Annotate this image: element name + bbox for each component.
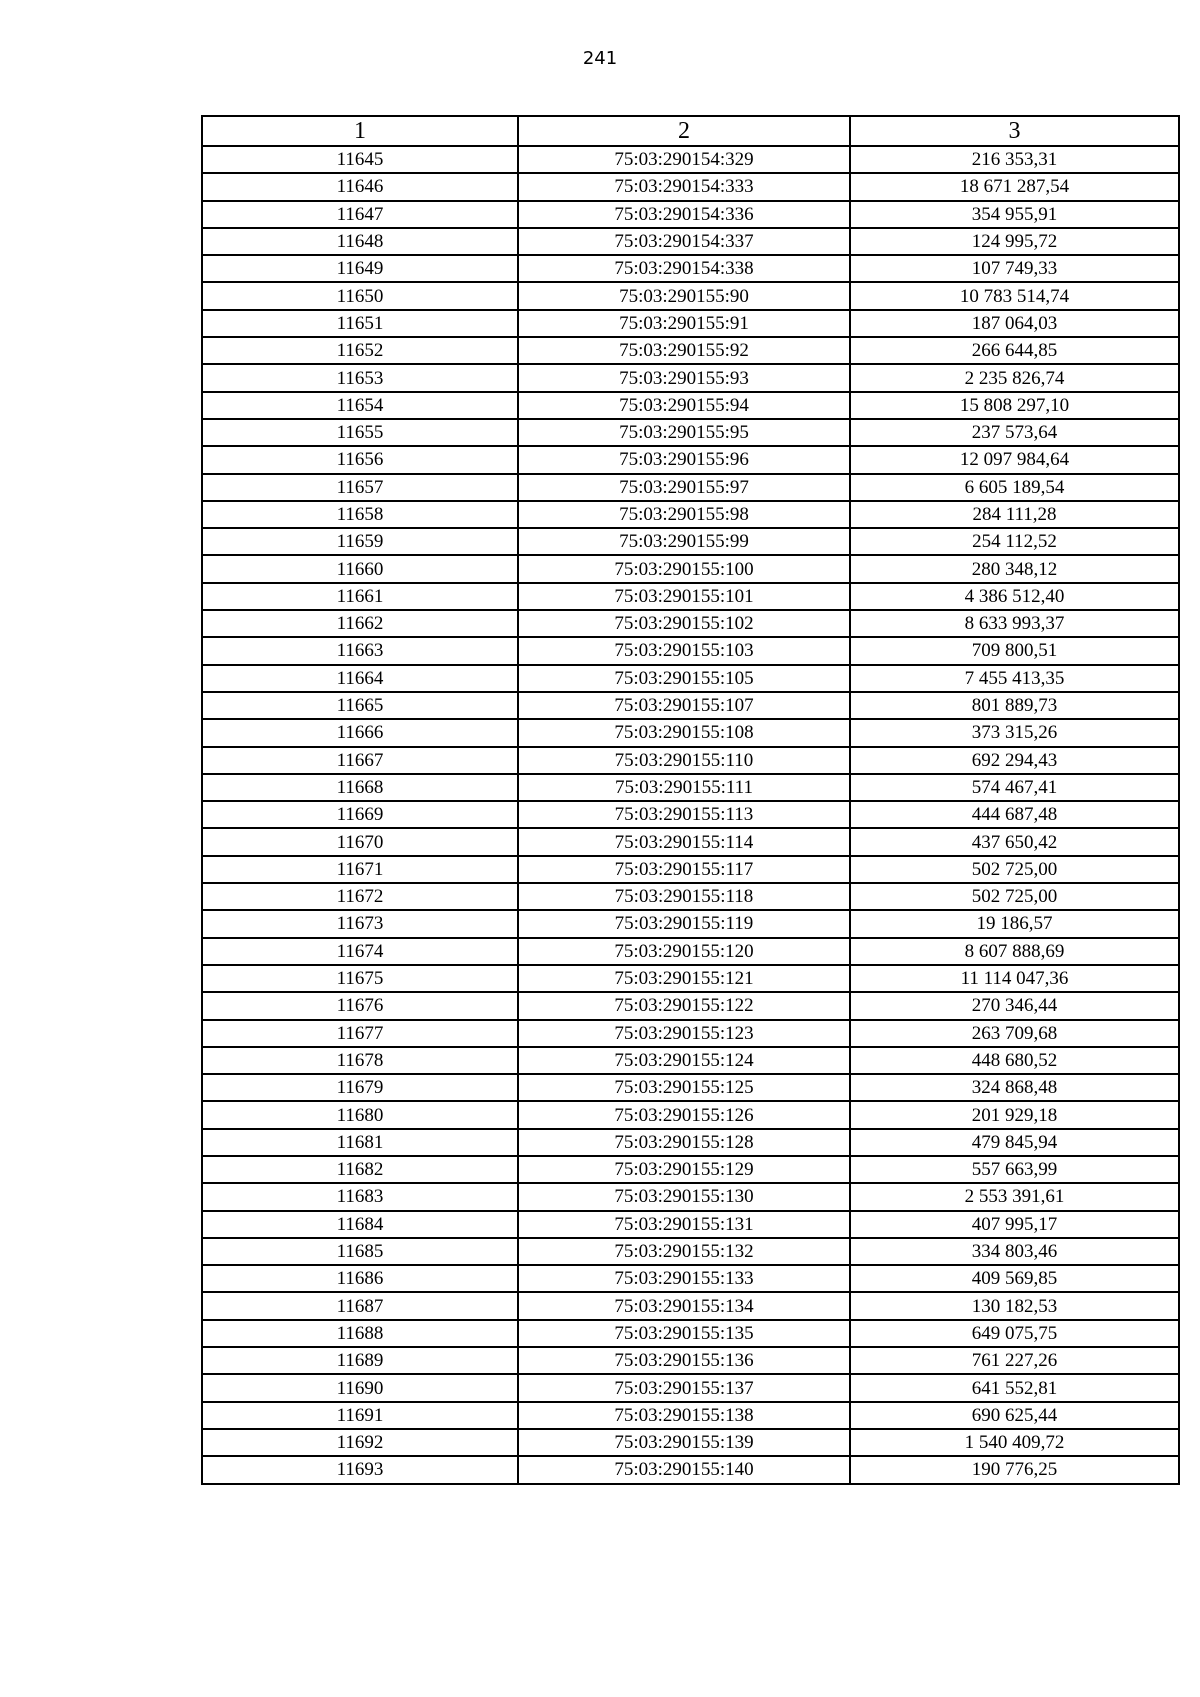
row-number-cell: 11690 bbox=[202, 1374, 518, 1401]
row-number-cell: 11652 bbox=[202, 337, 518, 364]
table-row bbox=[202, 1347, 1179, 1374]
table-row bbox=[202, 992, 1179, 1019]
cadastral-number-cell: 75:03:290155:122 bbox=[518, 992, 850, 1019]
value-cell: 19 186,57 bbox=[850, 910, 1179, 937]
cadastral-number-cell: 75:03:290155:118 bbox=[518, 883, 850, 910]
table-row bbox=[202, 938, 1179, 965]
value-cell: 761 227,26 bbox=[850, 1347, 1179, 1374]
cadastral-number-cell: 75:03:290155:139 bbox=[518, 1429, 850, 1456]
table-row bbox=[202, 1374, 1179, 1401]
value-cell: 324 868,48 bbox=[850, 1074, 1179, 1101]
row-number-cell: 11680 bbox=[202, 1101, 518, 1128]
value-cell: 124 995,72 bbox=[850, 228, 1179, 255]
cadastral-number-cell: 75:03:290155:90 bbox=[518, 282, 850, 309]
cadastral-number-cell: 75:03:290155:99 bbox=[518, 528, 850, 555]
cadastral-number-cell: 75:03:290155:130 bbox=[518, 1183, 850, 1210]
table-row bbox=[202, 1429, 1179, 1456]
cadastral-number-cell: 75:03:290154:337 bbox=[518, 228, 850, 255]
value-cell: 2 235 826,74 bbox=[850, 364, 1179, 391]
cadastral-number-cell: 75:03:290155:129 bbox=[518, 1156, 850, 1183]
cadastral-number-cell: 75:03:290155:105 bbox=[518, 665, 850, 692]
row-number-cell: 11683 bbox=[202, 1183, 518, 1210]
table-row bbox=[202, 801, 1179, 828]
column-header-3: 3 bbox=[850, 116, 1179, 146]
cadastral-number-cell: 75:03:290154:329 bbox=[518, 146, 850, 173]
row-number-cell: 11677 bbox=[202, 1020, 518, 1047]
value-cell: 407 995,17 bbox=[850, 1211, 1179, 1238]
table-row bbox=[202, 692, 1179, 719]
row-number-cell: 11646 bbox=[202, 173, 518, 200]
cadastral-number-cell: 75:03:290155:95 bbox=[518, 419, 850, 446]
value-cell: 6 605 189,54 bbox=[850, 474, 1179, 501]
row-number-cell: 11658 bbox=[202, 501, 518, 528]
table-row bbox=[202, 337, 1179, 364]
value-cell: 11 114 047,36 bbox=[850, 965, 1179, 992]
cadastral-number-cell: 75:03:290155:120 bbox=[518, 938, 850, 965]
value-cell: 280 348,12 bbox=[850, 555, 1179, 582]
value-cell: 641 552,81 bbox=[850, 1374, 1179, 1401]
row-number-cell: 11689 bbox=[202, 1347, 518, 1374]
cadastral-number-cell: 75:03:290155:133 bbox=[518, 1265, 850, 1292]
row-number-cell: 11650 bbox=[202, 282, 518, 309]
value-cell: 574 467,41 bbox=[850, 774, 1179, 801]
row-number-cell: 11688 bbox=[202, 1320, 518, 1347]
row-number-cell: 11656 bbox=[202, 446, 518, 473]
row-number-cell: 11659 bbox=[202, 528, 518, 555]
cadastral-number-cell: 75:03:290155:101 bbox=[518, 583, 850, 610]
cadastral-number-cell: 75:03:290155:111 bbox=[518, 774, 850, 801]
value-cell: 254 112,52 bbox=[850, 528, 1179, 555]
value-cell: 801 889,73 bbox=[850, 692, 1179, 719]
row-number-cell: 11666 bbox=[202, 719, 518, 746]
table-body bbox=[202, 146, 1179, 1484]
table-row bbox=[202, 474, 1179, 501]
cadastral-number-cell: 75:03:290154:338 bbox=[518, 255, 850, 282]
table-row bbox=[202, 255, 1179, 282]
column-header-2: 2 bbox=[518, 116, 850, 146]
header-row bbox=[202, 116, 1179, 146]
cadastral-number-cell: 75:03:290155:100 bbox=[518, 555, 850, 582]
cadastral-number-cell: 75:03:290155:132 bbox=[518, 1238, 850, 1265]
column-header-1: 1 bbox=[202, 116, 518, 146]
table-row bbox=[202, 883, 1179, 910]
cadastral-number-cell: 75:03:290155:131 bbox=[518, 1211, 850, 1238]
value-cell: 15 808 297,10 bbox=[850, 392, 1179, 419]
value-cell: 130 182,53 bbox=[850, 1292, 1179, 1319]
cadastral-number-cell: 75:03:290155:134 bbox=[518, 1292, 850, 1319]
cadastral-number-cell: 75:03:290155:102 bbox=[518, 610, 850, 637]
cadastral-number-cell: 75:03:290155:128 bbox=[518, 1129, 850, 1156]
value-cell: 437 650,42 bbox=[850, 828, 1179, 855]
row-number-cell: 11681 bbox=[202, 1129, 518, 1156]
cadastral-number-cell: 75:03:290155:91 bbox=[518, 310, 850, 337]
table-row bbox=[202, 555, 1179, 582]
cadastral-number-cell: 75:03:290154:333 bbox=[518, 173, 850, 200]
cadastral-number-cell: 75:03:290155:114 bbox=[518, 828, 850, 855]
table-row bbox=[202, 610, 1179, 637]
value-cell: 502 725,00 bbox=[850, 883, 1179, 910]
cadastral-number-cell: 75:03:290155:108 bbox=[518, 719, 850, 746]
cadastral-number-cell: 75:03:290155:138 bbox=[518, 1402, 850, 1429]
table-row bbox=[202, 1211, 1179, 1238]
table-row bbox=[202, 965, 1179, 992]
row-number-cell: 11682 bbox=[202, 1156, 518, 1183]
value-cell: 107 749,33 bbox=[850, 255, 1179, 282]
row-number-cell: 11693 bbox=[202, 1456, 518, 1483]
value-cell: 373 315,26 bbox=[850, 719, 1179, 746]
row-number-cell: 11686 bbox=[202, 1265, 518, 1292]
row-number-cell: 11671 bbox=[202, 856, 518, 883]
table-row bbox=[202, 583, 1179, 610]
row-number-cell: 11670 bbox=[202, 828, 518, 855]
table-header bbox=[202, 116, 1179, 146]
table-row bbox=[202, 1156, 1179, 1183]
table-row bbox=[202, 392, 1179, 419]
value-cell: 709 800,51 bbox=[850, 637, 1179, 664]
table-row bbox=[202, 637, 1179, 664]
table-row bbox=[202, 856, 1179, 883]
value-cell: 237 573,64 bbox=[850, 419, 1179, 446]
table-row bbox=[202, 1183, 1179, 1210]
row-number-cell: 11657 bbox=[202, 474, 518, 501]
cadastral-number-cell: 75:03:290155:96 bbox=[518, 446, 850, 473]
row-number-cell: 11663 bbox=[202, 637, 518, 664]
row-number-cell: 11673 bbox=[202, 910, 518, 937]
cadastral-number-cell: 75:03:290155:124 bbox=[518, 1047, 850, 1074]
table-row bbox=[202, 910, 1179, 937]
row-number-cell: 11665 bbox=[202, 692, 518, 719]
row-number-cell: 11672 bbox=[202, 883, 518, 910]
value-cell: 1 540 409,72 bbox=[850, 1429, 1179, 1456]
row-number-cell: 11675 bbox=[202, 965, 518, 992]
row-number-cell: 11669 bbox=[202, 801, 518, 828]
value-cell: 444 687,48 bbox=[850, 801, 1179, 828]
row-number-cell: 11654 bbox=[202, 392, 518, 419]
table-row bbox=[202, 828, 1179, 855]
page-number: 241 bbox=[582, 48, 618, 69]
table-row bbox=[202, 146, 1179, 173]
cadastral-number-cell: 75:03:290155:97 bbox=[518, 474, 850, 501]
table-row bbox=[202, 1238, 1179, 1265]
cadastral-number-cell: 75:03:290155:113 bbox=[518, 801, 850, 828]
value-cell: 190 776,25 bbox=[850, 1456, 1179, 1483]
value-cell: 354 955,91 bbox=[850, 201, 1179, 228]
value-cell: 409 569,85 bbox=[850, 1265, 1179, 1292]
value-cell: 692 294,43 bbox=[850, 747, 1179, 774]
table-row bbox=[202, 310, 1179, 337]
table-row bbox=[202, 747, 1179, 774]
row-number-cell: 11676 bbox=[202, 992, 518, 1019]
row-number-cell: 11664 bbox=[202, 665, 518, 692]
table-row bbox=[202, 228, 1179, 255]
cadastral-number-cell: 75:03:290155:117 bbox=[518, 856, 850, 883]
row-number-cell: 11660 bbox=[202, 555, 518, 582]
value-cell: 2 553 391,61 bbox=[850, 1183, 1179, 1210]
table-row bbox=[202, 173, 1179, 200]
table-row bbox=[202, 1402, 1179, 1429]
cadastral-number-cell: 75:03:290155:107 bbox=[518, 692, 850, 719]
cadastral-number-cell: 75:03:290155:126 bbox=[518, 1101, 850, 1128]
value-cell: 8 633 993,37 bbox=[850, 610, 1179, 637]
cadastral-number-cell: 75:03:290155:98 bbox=[518, 501, 850, 528]
cadastral-number-cell: 75:03:290155:121 bbox=[518, 965, 850, 992]
table-row bbox=[202, 774, 1179, 801]
table-row bbox=[202, 501, 1179, 528]
row-number-cell: 11684 bbox=[202, 1211, 518, 1238]
cadastral-number-cell: 75:03:290154:336 bbox=[518, 201, 850, 228]
value-cell: 216 353,31 bbox=[850, 146, 1179, 173]
cadastral-number-cell: 75:03:290155:110 bbox=[518, 747, 850, 774]
row-number-cell: 11651 bbox=[202, 310, 518, 337]
cadastral-number-cell: 75:03:290155:93 bbox=[518, 364, 850, 391]
value-cell: 8 607 888,69 bbox=[850, 938, 1179, 965]
cadastral-number-cell: 75:03:290155:119 bbox=[518, 910, 850, 937]
value-cell: 12 097 984,64 bbox=[850, 446, 1179, 473]
table-row bbox=[202, 364, 1179, 391]
row-number-cell: 11674 bbox=[202, 938, 518, 965]
value-cell: 690 625,44 bbox=[850, 1402, 1179, 1429]
row-number-cell: 11649 bbox=[202, 255, 518, 282]
row-number-cell: 11653 bbox=[202, 364, 518, 391]
value-cell: 7 455 413,35 bbox=[850, 665, 1179, 692]
row-number-cell: 11655 bbox=[202, 419, 518, 446]
value-cell: 649 075,75 bbox=[850, 1320, 1179, 1347]
row-number-cell: 11678 bbox=[202, 1047, 518, 1074]
value-cell: 557 663,99 bbox=[850, 1156, 1179, 1183]
table-row bbox=[202, 419, 1179, 446]
value-cell: 266 644,85 bbox=[850, 337, 1179, 364]
row-number-cell: 11685 bbox=[202, 1238, 518, 1265]
value-cell: 270 346,44 bbox=[850, 992, 1179, 1019]
cadastral-number-cell: 75:03:290155:135 bbox=[518, 1320, 850, 1347]
value-cell: 10 783 514,74 bbox=[850, 282, 1179, 309]
row-number-cell: 11692 bbox=[202, 1429, 518, 1456]
value-cell: 284 111,28 bbox=[850, 501, 1179, 528]
table-row bbox=[202, 1265, 1179, 1292]
row-number-cell: 11691 bbox=[202, 1402, 518, 1429]
row-number-cell: 11648 bbox=[202, 228, 518, 255]
value-cell: 18 671 287,54 bbox=[850, 173, 1179, 200]
value-cell: 4 386 512,40 bbox=[850, 583, 1179, 610]
table-row bbox=[202, 282, 1179, 309]
value-cell: 479 845,94 bbox=[850, 1129, 1179, 1156]
value-cell: 187 064,03 bbox=[850, 310, 1179, 337]
table-row bbox=[202, 665, 1179, 692]
table-row bbox=[202, 528, 1179, 555]
value-cell: 201 929,18 bbox=[850, 1101, 1179, 1128]
cadastral-number-cell: 75:03:290155:123 bbox=[518, 1020, 850, 1047]
table-row bbox=[202, 1047, 1179, 1074]
value-cell: 334 803,46 bbox=[850, 1238, 1179, 1265]
table-row bbox=[202, 1074, 1179, 1101]
row-number-cell: 11667 bbox=[202, 747, 518, 774]
table-row bbox=[202, 1320, 1179, 1347]
cadastral-number-cell: 75:03:290155:125 bbox=[518, 1074, 850, 1101]
table-row bbox=[202, 201, 1179, 228]
table-row bbox=[202, 1456, 1179, 1483]
row-number-cell: 11687 bbox=[202, 1292, 518, 1319]
cadastral-number-cell: 75:03:290155:92 bbox=[518, 337, 850, 364]
row-number-cell: 11645 bbox=[202, 146, 518, 173]
data-table bbox=[201, 115, 1180, 1485]
cadastral-number-cell: 75:03:290155:103 bbox=[518, 637, 850, 664]
value-cell: 263 709,68 bbox=[850, 1020, 1179, 1047]
cadastral-number-cell: 75:03:290155:94 bbox=[518, 392, 850, 419]
value-cell: 502 725,00 bbox=[850, 856, 1179, 883]
cadastral-number-cell: 75:03:290155:137 bbox=[518, 1374, 850, 1401]
row-number-cell: 11668 bbox=[202, 774, 518, 801]
value-cell: 448 680,52 bbox=[850, 1047, 1179, 1074]
row-number-cell: 11679 bbox=[202, 1074, 518, 1101]
table-row bbox=[202, 446, 1179, 473]
row-number-cell: 11647 bbox=[202, 201, 518, 228]
table-row bbox=[202, 719, 1179, 746]
row-number-cell: 11661 bbox=[202, 583, 518, 610]
table-row bbox=[202, 1101, 1179, 1128]
cadastral-number-cell: 75:03:290155:136 bbox=[518, 1347, 850, 1374]
row-number-cell: 11662 bbox=[202, 610, 518, 637]
table-row bbox=[202, 1129, 1179, 1156]
table-row bbox=[202, 1020, 1179, 1047]
cadastral-number-cell: 75:03:290155:140 bbox=[518, 1456, 850, 1483]
table-row bbox=[202, 1292, 1179, 1319]
